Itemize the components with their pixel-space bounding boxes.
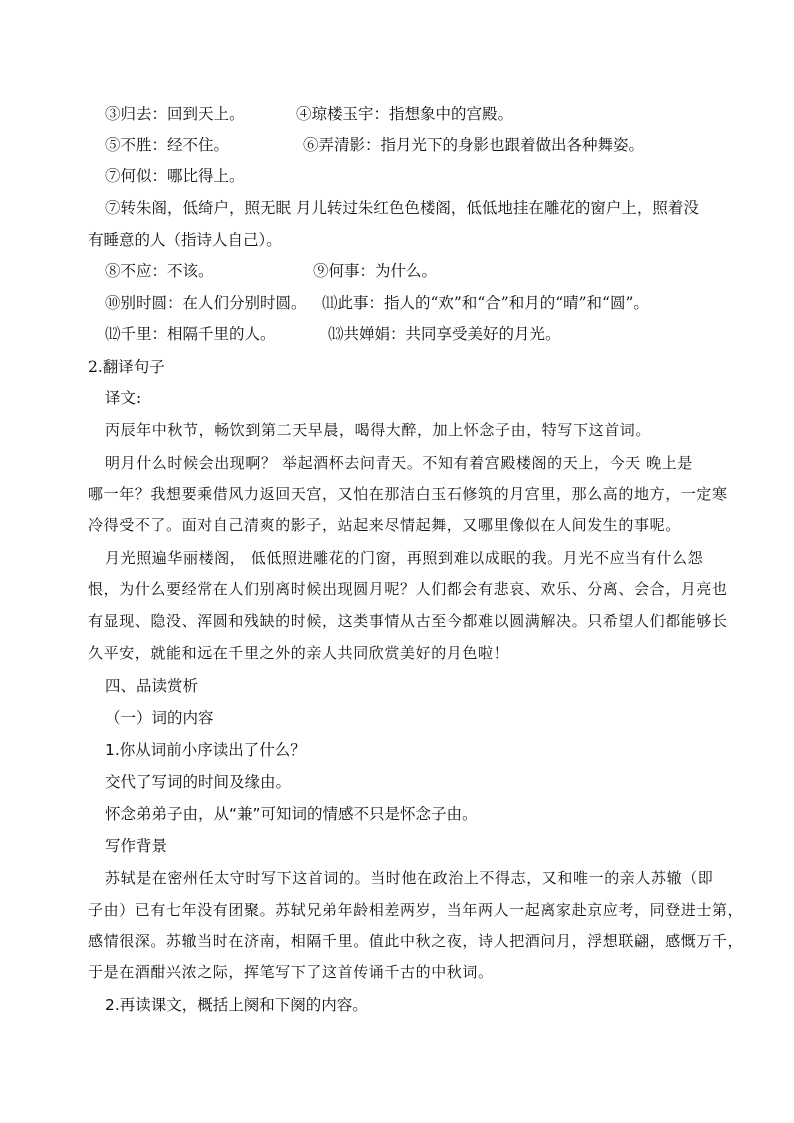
translate-paragraph-1: 丙辰年中秋节，畅饮到第二天早晨，喝得大醉，加上怀念子由，特写下这首词。	[105, 421, 652, 439]
question-1: 1.你从词前小序读出了什么？	[105, 741, 306, 759]
section-heading: 四、品读赏析	[105, 677, 199, 695]
translate-heading: 2.翻译句子	[88, 358, 165, 376]
translate-p2-line3: 冷得受不了。面对自己清爽的影子，站起来尽情起舞，又哪里像似在人间发生的事呢。	[88, 516, 681, 534]
translate-label: 译文:	[105, 389, 142, 407]
note-9: ⑨何事：为什么。	[313, 262, 438, 280]
background-line2: 子由）已有七年没有团聚。苏轼兄弟年龄相差两岁，当年两人一起离家赴京应考，同登进士第，	[88, 901, 744, 919]
note-12: ⑿千里：相隔千里的人。	[105, 325, 276, 343]
subsection-heading: （一）词的内容	[105, 709, 214, 727]
note-7b-line2: 有睡意的人（指诗人自己）。	[88, 231, 282, 249]
background-line4: 于是在酒酣兴浓之际，挥笔写下了这首传诵千古的中秋词。	[88, 963, 494, 981]
translate-p3-line1: 月光照遍华丽楼阁， 低低照进雕花的门窗，再照到难以成眠的我。月光不应当有什么怨	[105, 549, 704, 567]
answer-1-line2: 怀念弟弟子由，从“兼”可知词的情感不只是怀念子由。	[105, 805, 478, 823]
background-line3: 感情很深。苏辙当时在济南，相隔千里。值此中秋之夜，诗人把酒问月，浮想联翩，感慨万千，	[88, 932, 744, 950]
note-8: ⑧不应：不该。	[105, 262, 214, 280]
translate-p3-line3: 有显现、隐没、浑圆和残缺的时候，这类事情从古至今都难以圆满解决。只希望人们都能够长	[88, 612, 728, 630]
note-7a: ⑦何似：哪比得上。	[105, 167, 245, 185]
note-13: ⒀共婵娟：共同享受美好的月光。	[328, 325, 561, 343]
translate-p3-line2: 恨，为什么要经常在人们别离时候出现圆月呢？人们都会有悲哀、欢乐、分离、会合，月亮也	[88, 580, 728, 598]
background-line1: 苏轼是在密州任太守时写下这首词的。当时他在政治上不得志，又和唯一的亲人苏辙（即	[105, 869, 714, 887]
note-11: ⑾此事：指人的“欢”和“合”和月的“晴”和“圆”。	[322, 294, 649, 312]
translate-p2-line2: 哪一年？我想要乘借风力返回天宫，又怕在那洁白玉石修筑的月宫里，那么高的地方，一定寒	[88, 485, 728, 503]
translate-p2-line1: 明月什么时候会出现啊？ 举起酒杯去问青天。不知有着宫殿楼阁的天上，今天 晚上是	[105, 454, 693, 472]
note-5: ⑤不胜：经不住。	[105, 136, 230, 154]
note-4: ④琼楼玉宇：指想象中的宫殿。	[296, 105, 514, 123]
question-2: 2.再读课文，概括上阕和下阕的内容。	[105, 996, 368, 1014]
note-10: ⑩别时圆：在人们分别时圆。	[105, 294, 307, 312]
translate-p3-line4: 久平安，就能和远在千里之外的亲人共同欣赏美好的月色啦！	[88, 644, 510, 662]
answer-1-line1: 交代了写词的时间及缘由。	[105, 773, 292, 791]
note-6: ⑥弄清影：指月光下的身影也跟着做出各种舞姿。	[303, 136, 645, 154]
note-3: ③归去：回到天上。	[105, 105, 245, 123]
background-heading: 写作背景	[105, 837, 168, 855]
note-7b-line1: ⑦转朱阁，低绮户，照无眠 月儿转过朱红色色楼阁，低低地挂在雕花的窗户上，照着没	[105, 199, 699, 217]
